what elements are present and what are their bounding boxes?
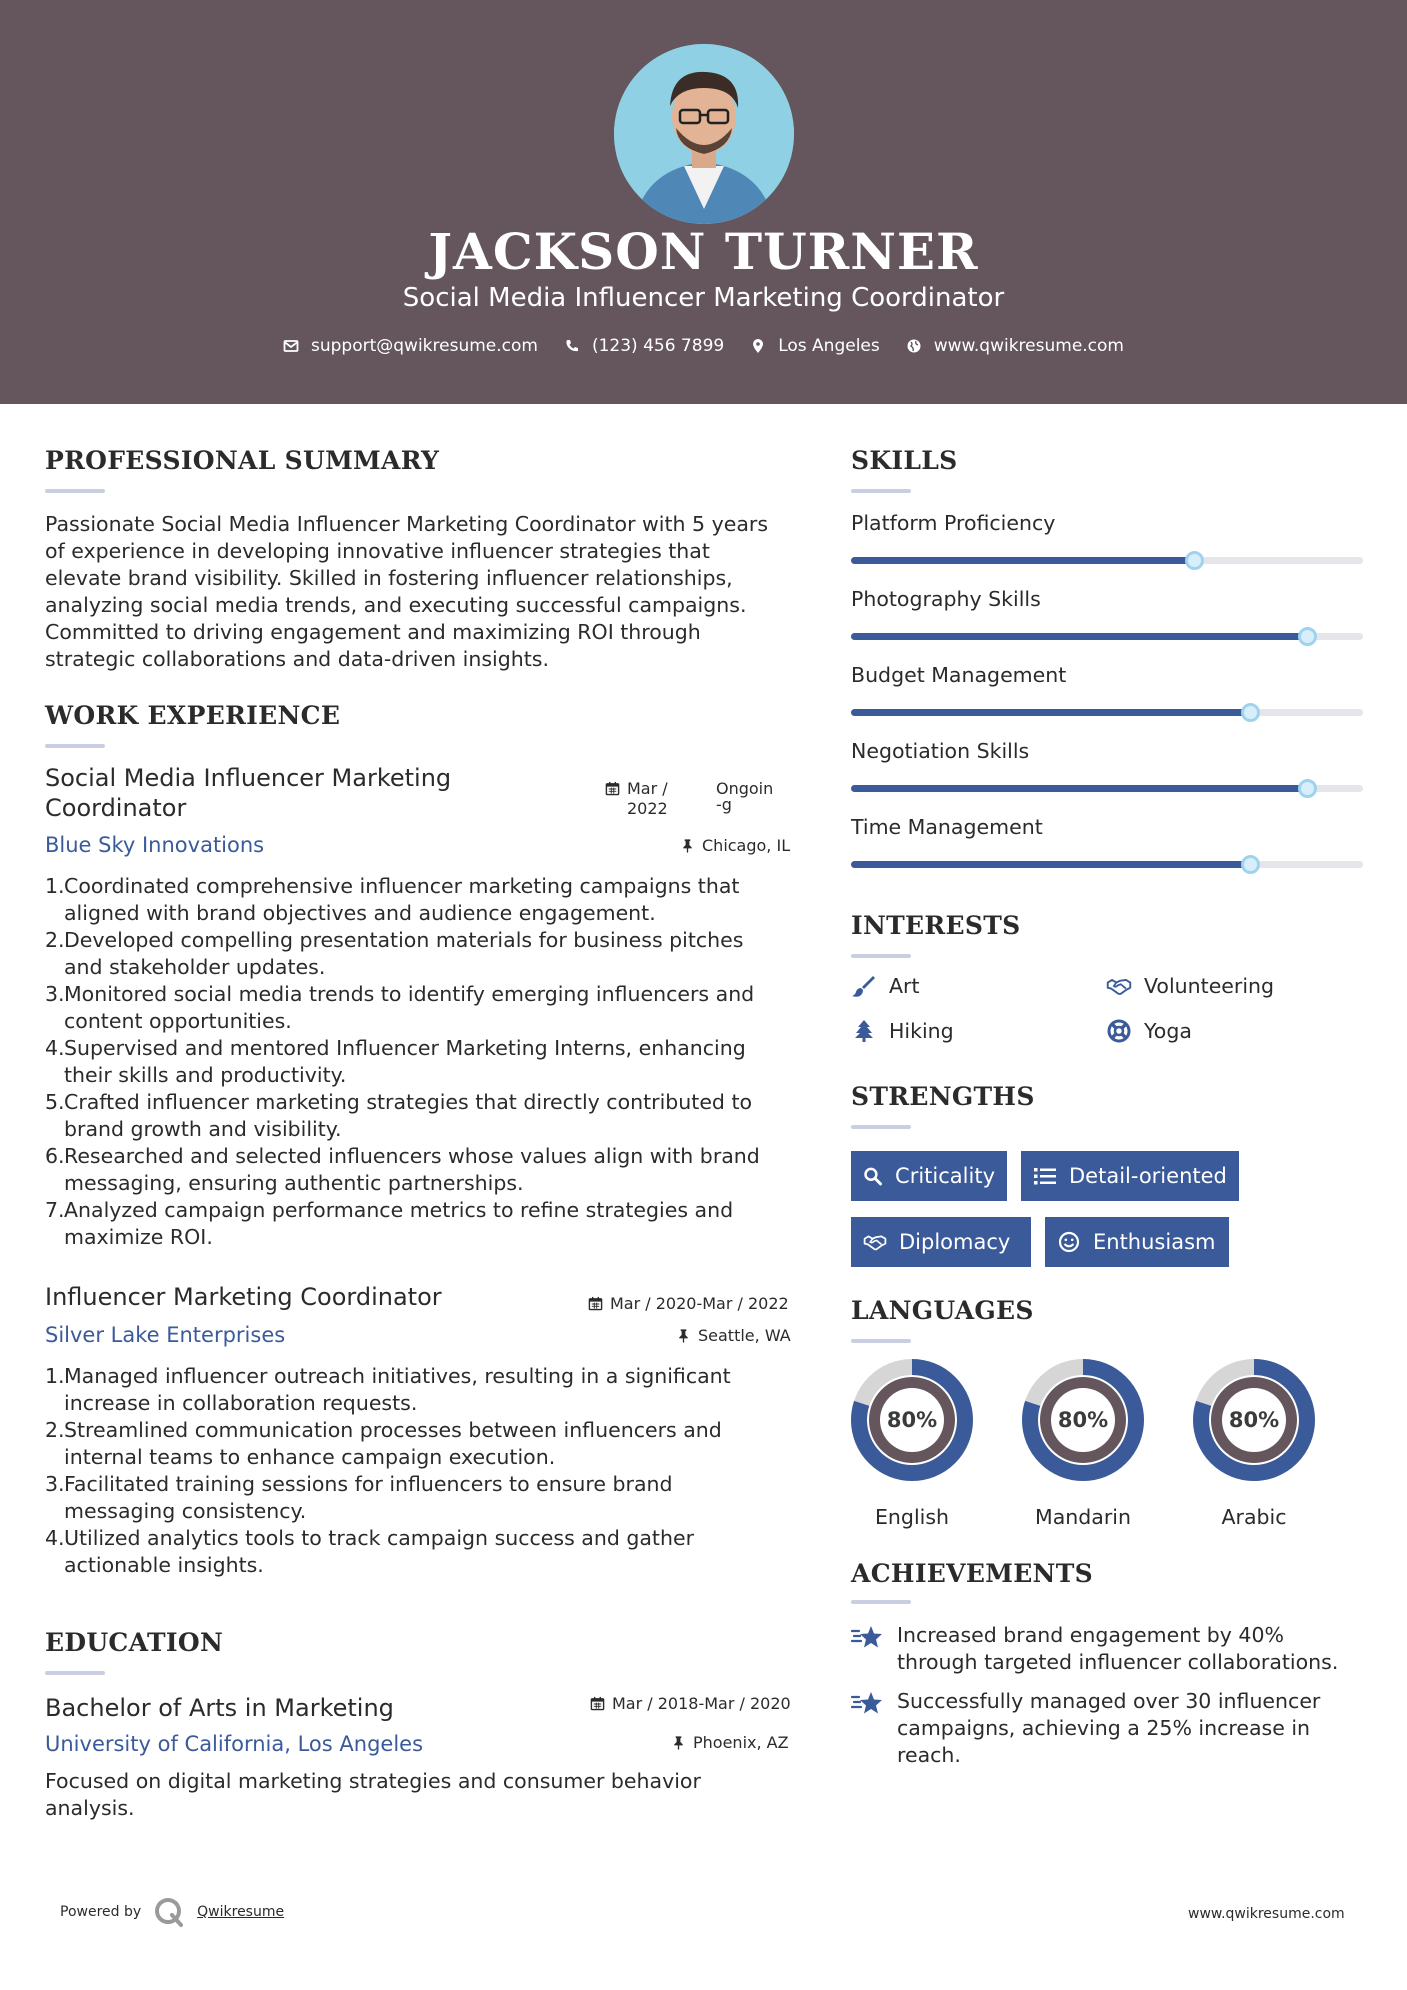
- skill-bar-knob: [1298, 627, 1317, 646]
- interest-label: Art: [889, 974, 920, 998]
- achievements-heading: ACHIEVEMENTS: [851, 1559, 1093, 1588]
- item-line: brand growth and visibility.: [64, 1117, 342, 1141]
- summary-line: elevate brand visibility. Skilled in fostering influencer relationships,: [45, 566, 733, 590]
- achievement-item: [851, 1688, 1320, 1769]
- contact-location: [750, 336, 880, 356]
- list-item: [64, 981, 805, 1035]
- achievement-text: [897, 1622, 1338, 1676]
- education-underline: [45, 1671, 105, 1675]
- star-award-icon: [851, 1688, 885, 1718]
- item-line: messaging consistency.: [64, 1499, 307, 1523]
- language-percent: 80%: [886, 1408, 938, 1432]
- list-item: [64, 1089, 805, 1143]
- skill-bar: [851, 633, 1363, 640]
- interests-underline: [851, 954, 911, 958]
- education-dates: [590, 1694, 791, 1713]
- skill-bar-fill: [851, 633, 1307, 640]
- interest-label: Volunteering: [1144, 974, 1275, 998]
- item-line: actionable insights.: [64, 1553, 264, 1577]
- item-line: Researched and selected influencers whose values align with brand: [64, 1144, 760, 1168]
- language-name: English: [874, 1505, 950, 1529]
- languages-underline: [851, 1339, 911, 1343]
- location-text: Los Angeles: [778, 336, 880, 356]
- envelope-icon: [283, 338, 299, 354]
- job-location: [676, 1326, 791, 1345]
- smile-icon: [1057, 1231, 1081, 1253]
- skill-label: Photography Skills: [851, 587, 1041, 611]
- interest-label: Hiking: [889, 1019, 954, 1043]
- language-item: [851, 1359, 973, 1535]
- lifebuoy-icon: [1106, 1019, 1132, 1043]
- website-text: www.qwikresume.com: [933, 336, 1124, 356]
- pushpin-icon: [680, 838, 695, 853]
- resume-header: [0, 0, 1407, 404]
- skill-bar-knob: [1241, 855, 1260, 874]
- summary-line: Committed to driving engagement and maximizing ROI through: [45, 620, 701, 644]
- item-line: Analyzed campaign performance metrics to refine strategies and: [64, 1198, 734, 1222]
- skill-bar-fill: [851, 861, 1250, 868]
- candidate-role: Social Media Influencer Marketing Coordinator: [402, 283, 1005, 313]
- item-line: their skills and productivity.: [64, 1063, 347, 1087]
- item-line: internal teams to enhance campaign execution.: [64, 1445, 556, 1469]
- skill-bar-fill: [851, 557, 1194, 564]
- item-line: Coordinated comprehensive influencer marketing campaigns that: [64, 874, 740, 898]
- list-icon: [1033, 1165, 1057, 1187]
- summary-underline: [45, 489, 105, 493]
- item-line: and stakeholder updates.: [64, 955, 326, 979]
- item-line: Streamlined communication processes between influencers and: [64, 1418, 722, 1442]
- calendar-icon: [605, 781, 620, 796]
- tree-icon: [851, 1019, 877, 1043]
- education-line: Focused on digital marketing strategies and consumer behavior: [45, 1769, 701, 1793]
- list-item: [64, 1035, 805, 1089]
- education-heading: EDUCATION: [45, 1628, 224, 1657]
- date-line: 2022: [627, 799, 668, 818]
- education-dates-text: Mar / 2018-Mar / 2020: [612, 1694, 791, 1713]
- strength-label: Detail-oriented: [1069, 1164, 1227, 1188]
- handshake-icon: [1106, 974, 1132, 998]
- achievement-line: reach.: [897, 1743, 961, 1767]
- skill-bar-knob: [1185, 551, 1204, 570]
- school-name[interactable]: University of California, Los Angeles: [45, 1732, 424, 1756]
- language-item: [1193, 1359, 1315, 1535]
- skill-bar-knob: [1241, 703, 1260, 722]
- list-item: [64, 1417, 805, 1471]
- interest-volunteering: [1106, 974, 1274, 998]
- list-item: [64, 1143, 805, 1197]
- strengths-underline: [851, 1125, 911, 1129]
- education-line: analysis.: [45, 1796, 135, 1820]
- language-name: Arabic: [1221, 1505, 1287, 1529]
- calendar-icon: [590, 1696, 605, 1711]
- skill-bar-fill: [851, 785, 1307, 792]
- job-company[interactable]: Silver Lake Enterprises: [45, 1323, 286, 1347]
- language-percent: 80%: [1057, 1408, 1109, 1432]
- list-item: [64, 1525, 805, 1579]
- skill-bar-knob: [1298, 779, 1317, 798]
- achievement-line: campaigns, achieving a 25% increase in: [897, 1716, 1311, 1740]
- language-item: [1022, 1359, 1144, 1535]
- list-item: [64, 1363, 805, 1417]
- strength-label: Criticality: [895, 1164, 995, 1188]
- job-dates-text: Mar / 2020-Mar / 2022: [610, 1294, 789, 1313]
- job-responsibilities: [45, 873, 805, 1251]
- item-line: Managed influencer outreach initiatives, resulting in a significant: [64, 1364, 731, 1388]
- job-location: [680, 836, 790, 855]
- candidate-name: JACKSON TURNER: [428, 222, 979, 281]
- item-line: Utilized analytics tools to track campaign success and gather: [64, 1526, 695, 1550]
- job-responsibilities: [45, 1363, 805, 1579]
- skill-bar: [851, 709, 1363, 716]
- footer-powered-by: [60, 1896, 284, 1928]
- summary-line: analyzing social media trends, and executing successful campaigns.: [45, 593, 747, 617]
- item-line: Monitored social media trends to identify emerging influencers and: [64, 982, 755, 1006]
- language-name: Mandarin: [1035, 1505, 1131, 1529]
- skill-bar: [851, 861, 1363, 868]
- job-location-text: Chicago, IL: [702, 836, 791, 855]
- job-company[interactable]: Blue Sky Innovations: [45, 833, 265, 857]
- summary-text: [45, 511, 805, 673]
- summary-line: Passionate Social Media Influencer Marketing Coordinator with 5 years: [45, 512, 769, 536]
- item-line: Developed compelling presentation materials for business pitches: [64, 928, 744, 952]
- calendar-icon: [588, 1296, 603, 1311]
- qwikresume-logo-icon: [153, 1896, 185, 1928]
- item-line: aligned with brand objectives and audience engagement.: [64, 901, 656, 925]
- item-line: messaging, ensuring authentic partnerships.: [64, 1171, 524, 1195]
- list-item: [64, 873, 805, 927]
- interests-heading: INTERESTS: [851, 911, 1021, 940]
- summary-line: of experience in developing innovative influencer strategies that: [45, 539, 710, 563]
- contact-email[interactable]: [283, 336, 538, 356]
- strength-label: Diplomacy: [899, 1230, 1011, 1254]
- education-description: [45, 1768, 805, 1822]
- experience-heading: WORK EXPERIENCE: [45, 701, 341, 730]
- footer-site-link[interactable]: www.qwikresume.com: [1188, 1906, 1345, 1922]
- summary-line: strategic collaborations and data-driven insights.: [45, 647, 549, 671]
- experience-underline: [45, 744, 105, 748]
- paintbrush-icon: [851, 974, 877, 998]
- skill-bar: [851, 785, 1363, 792]
- item-line: Crafted influencer marketing strategies that directly contributed to: [64, 1090, 753, 1114]
- date-line: Mar /: [627, 779, 668, 798]
- education-location-text: Phoenix, AZ: [693, 1733, 789, 1752]
- handshake-icon: [863, 1231, 887, 1253]
- interest-yoga: [1106, 1019, 1192, 1043]
- email-text: support@qwikresume.com: [311, 336, 538, 356]
- qwikresume-link[interactable]: Qwikresume: [197, 1904, 285, 1920]
- job-date-start: [627, 779, 709, 819]
- achievement-line: Successfully managed over 30 influencer: [897, 1689, 1321, 1713]
- education-location: [671, 1733, 789, 1752]
- profile-photo: [614, 44, 794, 224]
- strength-criticality: [851, 1151, 1007, 1201]
- strength-detail-oriented: [1021, 1151, 1239, 1201]
- list-item: [64, 1197, 805, 1251]
- pushpin-icon: [676, 1328, 691, 1343]
- list-item: [64, 1471, 805, 1525]
- map-pin-icon: [750, 338, 766, 354]
- job-title: Influencer Marketing Coordinator: [45, 1283, 442, 1311]
- summary-heading: PROFESSIONAL SUMMARY: [45, 446, 440, 475]
- skills-heading: SKILLS: [851, 446, 958, 475]
- item-line: content opportunities.: [64, 1009, 292, 1033]
- phone-icon: [564, 338, 580, 354]
- phone-text: (123) 456 7899: [591, 336, 725, 356]
- languages-heading: LANGUAGES: [851, 1296, 1034, 1325]
- strength-enthusiasm: [1045, 1217, 1229, 1267]
- achievement-line: through targeted influencer collaborations.: [897, 1650, 1339, 1674]
- search-icon: [863, 1165, 883, 1187]
- achievement-line: Increased brand engagement by 40%: [897, 1623, 1284, 1647]
- achievement-text: [897, 1688, 1320, 1769]
- job-location-text: Seattle, WA: [698, 1326, 791, 1345]
- job-title-line: Coordinator: [45, 794, 187, 822]
- skill-label: Negotiation Skills: [851, 739, 1030, 763]
- item-line: maximize ROI.: [64, 1225, 213, 1249]
- date-line: Ongoin: [716, 779, 774, 798]
- star-award-icon: [851, 1622, 885, 1652]
- strength-label: Enthusiasm: [1093, 1230, 1216, 1254]
- skill-bar-fill: [851, 709, 1250, 716]
- achievements-underline: [851, 1600, 911, 1604]
- job-date-end: [716, 779, 773, 815]
- job-dates: [605, 779, 773, 819]
- contact-website[interactable]: [906, 336, 1124, 356]
- skill-label: Budget Management: [851, 663, 1067, 687]
- interest-label: Yoga: [1144, 1019, 1192, 1043]
- strengths-heading: STRENGTHS: [851, 1082, 1035, 1111]
- interest-art: [851, 974, 920, 998]
- skill-bar: [851, 557, 1363, 564]
- job-title-line: Social Media Influencer Marketing: [45, 764, 452, 792]
- skill-label: Time Management: [851, 815, 1043, 839]
- job-title: [45, 763, 585, 823]
- powered-by-text: Powered by: [60, 1904, 142, 1920]
- pushpin-icon: [671, 1735, 686, 1750]
- item-line: Supervised and mentored Influencer Marketing Interns, enhancing: [64, 1036, 746, 1060]
- item-line: increase in collaboration requests.: [64, 1391, 418, 1415]
- date-line: -g: [716, 795, 732, 814]
- skills-underline: [851, 489, 911, 493]
- list-item: [64, 927, 805, 981]
- globe-icon: [906, 338, 922, 354]
- skill-label: Platform Proficiency: [851, 511, 1056, 535]
- contact-phone[interactable]: [564, 336, 724, 356]
- contact-bar: [0, 336, 1407, 356]
- interest-hiking: [851, 1019, 954, 1043]
- item-line: Facilitated training sessions for influencers to ensure brand: [64, 1472, 673, 1496]
- strength-diplomacy: [851, 1217, 1031, 1267]
- degree-title: Bachelor of Arts in Marketing: [45, 1694, 394, 1722]
- language-percent: 80%: [1228, 1408, 1280, 1432]
- achievement-item: [851, 1622, 1338, 1676]
- job-dates: [588, 1294, 789, 1313]
